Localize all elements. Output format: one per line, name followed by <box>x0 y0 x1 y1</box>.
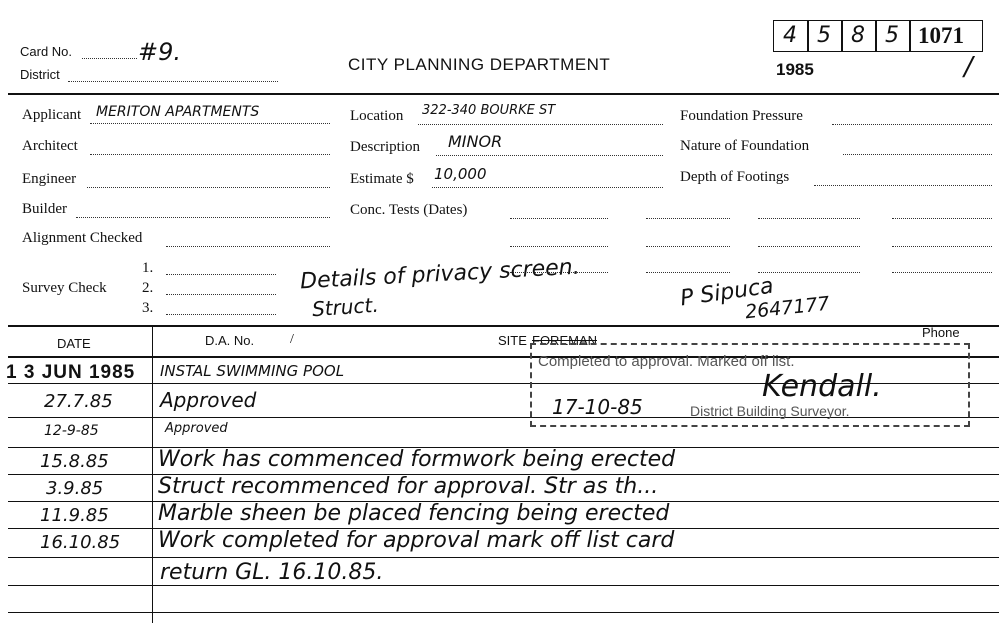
applicant-value: MERITON APARTMENTS <box>96 104 260 120</box>
row-5-entry: Struct recommenced for approval. Str as th... <box>158 474 659 499</box>
survey-num-3: 3. <box>142 300 154 316</box>
district-dotline <box>68 81 278 82</box>
builder-label: Builder <box>22 201 67 217</box>
survey-check-label: Survey Check <box>22 280 107 296</box>
row-6-date: 11.9.85 <box>40 505 109 526</box>
ref-box-3: 8 <box>841 20 877 52</box>
row-2-entry: Approved <box>160 388 257 412</box>
date-header: DATE <box>57 336 91 351</box>
header-divider <box>8 93 999 95</box>
row-4-entry: Work has commenced formwork being erected <box>158 447 676 472</box>
description-value: MINOR <box>448 132 503 151</box>
survey-num-2: 2. <box>142 280 154 296</box>
foundation-pressure-label: Foundation Pressure <box>680 108 803 124</box>
row-7-entry: Work completed for approval mark off list card <box>158 528 675 553</box>
ref-box-2: 5 <box>807 20 843 52</box>
page-title: CITY PLANNING DEPARTMENT <box>348 55 611 74</box>
completion-stamp <box>530 343 970 427</box>
location-value: 322-340 BOURKE ST <box>422 103 556 118</box>
conc-tests-label: Conc. Tests (Dates) <box>350 202 468 218</box>
site-header: SITE <box>498 333 527 348</box>
da-no-header: D.A. No. <box>205 333 255 348</box>
row-8-entry: return GL. 16.10.85. <box>160 560 384 585</box>
row-4-date: 15.8.85 <box>40 451 109 472</box>
row-6-entry: Marble sheen be placed fencing being erected <box>158 501 670 526</box>
engineer-label: Engineer <box>22 171 77 187</box>
row-5-date: 3.9.85 <box>46 478 104 499</box>
description-label: Description <box>350 139 420 155</box>
survey-phone-note: 2647177 <box>744 292 831 324</box>
ref-box-4: 5 <box>875 20 911 52</box>
ref-number-box: 1071 <box>909 20 983 52</box>
card-no-label: Card No. <box>20 44 73 59</box>
applicant-label: Applicant <box>22 107 82 123</box>
stamp-line-1: Completed to approval. Marked off list. <box>538 353 795 370</box>
estimate-label: Estimate $ <box>350 171 414 187</box>
phone-header: Phone <box>922 325 960 340</box>
ref-mark: / <box>964 52 973 82</box>
card-no-dotline <box>82 58 137 59</box>
district-label: District <box>20 67 60 82</box>
stamp-signature: Kendall. <box>762 369 882 404</box>
row-3-date: 12-9-85 <box>44 423 99 439</box>
row-1-date: 1 3 JUN 1985 <box>6 362 136 383</box>
architect-label: Architect <box>22 138 78 154</box>
row-3-entry: Approved <box>165 421 228 436</box>
da-mark: / <box>290 332 294 347</box>
alignment-label: Alignment Checked <box>22 230 143 246</box>
nature-of-foundation-label: Nature of Foundation <box>680 138 810 154</box>
depth-of-footings-label: Depth of Footings <box>680 169 790 185</box>
survey-note-2: Struct. <box>311 292 380 322</box>
year-label: 1985 <box>776 60 814 79</box>
foreman-header: FOREMAN <box>532 333 597 348</box>
stamp-line-2: District Building Surveyor. <box>690 403 850 419</box>
stamp-date: 17-10-85 <box>552 395 643 419</box>
estimate-value: 10,000 <box>434 165 487 183</box>
row-2-date: 27.7.85 <box>44 391 113 412</box>
location-label: Location <box>350 108 404 124</box>
ref-box-1: 4 <box>773 20 809 52</box>
survey-signature: P Sipuca <box>678 273 776 312</box>
row-7-date: 16.10.85 <box>40 532 121 553</box>
table-divider <box>8 325 999 327</box>
row-1-entry: INSTAL SWIMMING POOL <box>160 362 345 380</box>
survey-num-1: 1. <box>142 260 154 276</box>
survey-note-1: Details of privacy screen. <box>299 254 581 295</box>
card-no-value: #9. <box>138 38 182 66</box>
